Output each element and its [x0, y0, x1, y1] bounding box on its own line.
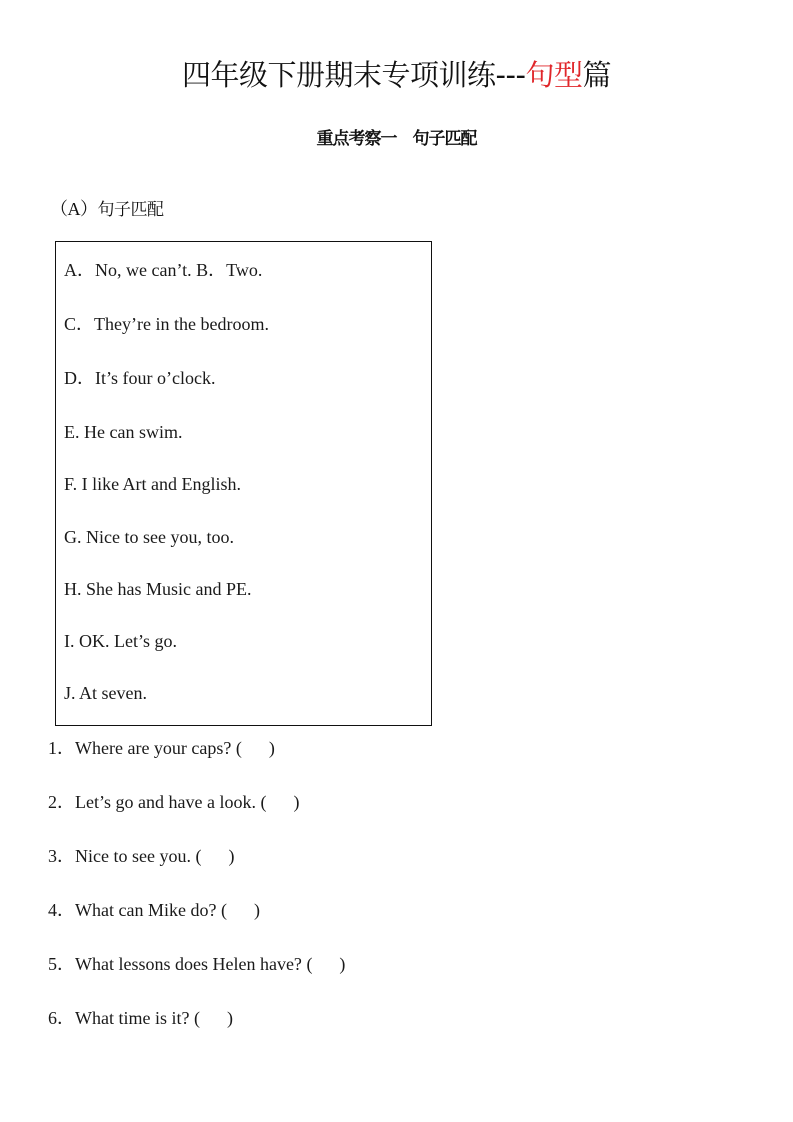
question-item [48, 898, 260, 922]
option-item: E. He can swim. [64, 422, 183, 442]
subtitle-part-1: 重点考察一 [316, 129, 397, 149]
question-text: 6．What time is it? [48, 1008, 190, 1028]
answer-blank[interactable]: ( ) [193, 1008, 233, 1028]
question-text: 3．Nice to see you. [48, 846, 191, 866]
option-item: I. OK. Let’s go. [64, 631, 177, 651]
option-item: J. At seven. [64, 683, 147, 703]
section-subtitle [0, 127, 793, 151]
option-item: C．They’re in the bedroom. [64, 314, 269, 334]
options-box [55, 241, 432, 726]
answer-blank[interactable]: ( ) [260, 792, 300, 812]
question-item [48, 790, 299, 814]
option-item: D．It’s four o’clock. [64, 368, 216, 388]
page-title [0, 55, 793, 95]
answer-blank[interactable]: ( ) [220, 900, 260, 920]
question-text: 2．Let’s go and have a look. [48, 792, 256, 812]
answer-blank[interactable]: ( ) [195, 846, 235, 866]
option-item: H. She has Music and PE. [64, 579, 252, 599]
section-label [50, 197, 164, 222]
answer-blank[interactable]: ( ) [235, 738, 275, 758]
title-highlight: 句型 [525, 58, 583, 92]
title-prefix: 四年级下册期末专项训练--- [182, 58, 526, 92]
question-item [48, 844, 234, 868]
option-item: G. Nice to see you, too. [64, 527, 234, 547]
option-item: A．No, we can’t. B．Two. [64, 260, 263, 280]
question-text: 5．What lessons does Helen have? [48, 954, 302, 974]
subtitle-part-2: 句子匹配 [412, 129, 477, 149]
title-suffix: 篇 [582, 58, 611, 92]
section-label-paren: （A） [50, 199, 98, 219]
answer-blank[interactable]: ( ) [306, 954, 346, 974]
question-text: 1．Where are your caps? [48, 738, 232, 758]
question-item [48, 736, 275, 760]
question-text: 4．What can Mike do? [48, 900, 217, 920]
question-item [48, 1006, 233, 1030]
question-item [48, 952, 345, 976]
option-item: F. I like Art and English. [64, 474, 242, 494]
section-label-text: 句子匹配 [97, 200, 164, 220]
